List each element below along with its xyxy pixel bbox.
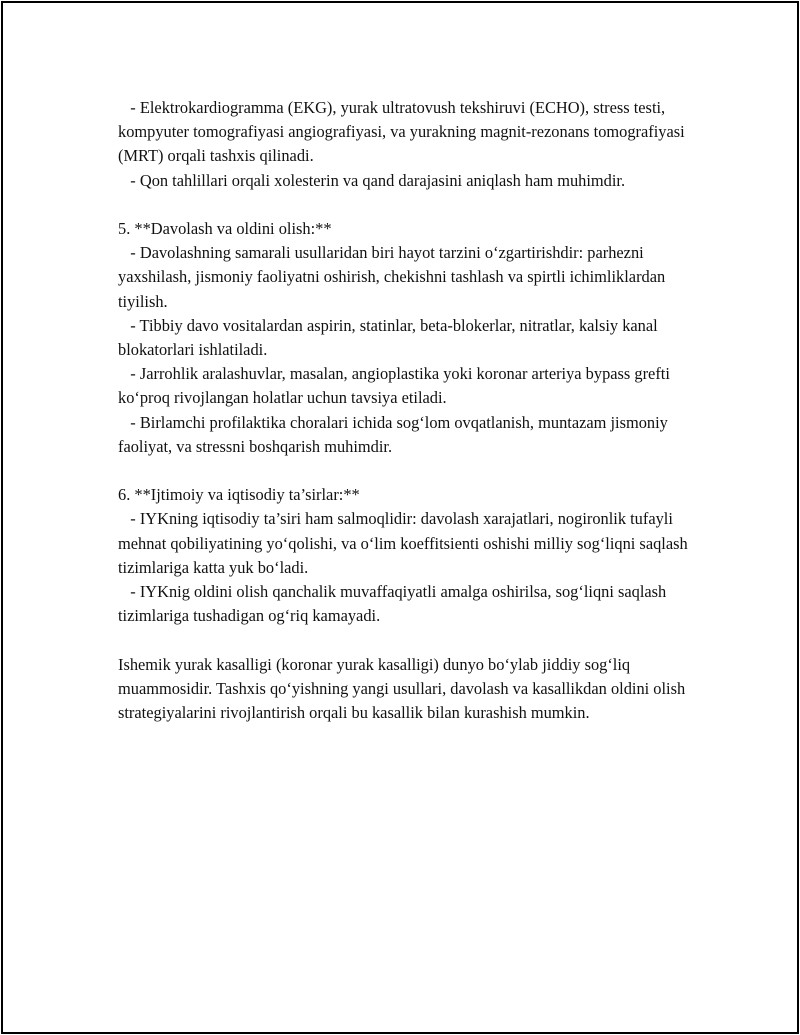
medication-item: - Tibbiy davo vositalardan aspirin, statinlar, beta-blokerlar, nitratlar, kalsiy kanal blokatorlari ishlatiladi. xyxy=(118,315,662,360)
document-body xyxy=(118,96,698,725)
conclusion-paragraph: Ishemik yurak kasalligi (koronar yurak kasalligi) dunyo bo‘ylab jiddiy sog‘liq muammosidir. Tashxis qo‘yishning yangi usullari, davolash va kasallikdan oldini olish strategiyalarini rivojlantirish orqali bu kasallik bilan kurashish mumkin. xyxy=(118,654,686,723)
lifestyle-item: - Davolashning samarali usullaridan biri hayot tarzini o‘zgartirishdir: parhezni yaxshilash, jismoniy faoliyatni oshirish, chekishni tashlash va spirtli ichimliklardan tiyilish. xyxy=(118,243,670,311)
prevention-item: - Birlamchi profilaktika choralari ichida sog‘lom ovqatlanish, muntazam jismoniy faoliyat, va stressni boshqarish muhimdir. xyxy=(118,412,672,456)
section-6-heading: 6. **Ijtimoiy va iqtisodiy ta’sirlar:** xyxy=(118,485,360,505)
blood-test-item: - Qon tahlillari orqali xolesterin va qand darajasini aniqlash ham muhimdir. xyxy=(118,170,626,190)
economic-impact-item: - IYKning iqtisodiy ta’siri ham salmoqlidir: davolash xarajatlari, nogironlik tufayli mehnat qobiliyatining yo‘qolishi, va o‘lim koeffitsienti oshishi milliy sog‘liqni saqlash tizimlariga katta yuk bo‘ladi. xyxy=(118,509,692,577)
document-page xyxy=(1,1,799,1034)
spacer xyxy=(118,628,698,652)
prevention-success-item: - IYKnig oldini olish qanchalik muvaffaqiyatli amalga oshirilsa, sog‘liqni saqlash tizimlariga tushadigan og‘riq kamayadi. xyxy=(118,582,671,626)
spacer xyxy=(118,193,698,217)
diagnosis-methods-item: - Elektrokardiogramma (EKG), yurak ultratovush tekshiruvi (ECHO), stress testi, kompyuter tomografiyasi angiografiyasi, va yurakning magnit-rezonans tomografiyasi (MRT) orqali tashxis qilinadi. xyxy=(118,98,689,166)
surgery-item: - Jarrohlik aralashuvlar, masalan, angioplastika yoki koronar arteriya bypass grefti ko‘proq rivojlangan holatlar uchun tavsiya etiladi. xyxy=(118,364,675,408)
section-5-heading: 5. **Davolash va oldini olish:** xyxy=(118,219,332,238)
spacer xyxy=(118,459,698,483)
